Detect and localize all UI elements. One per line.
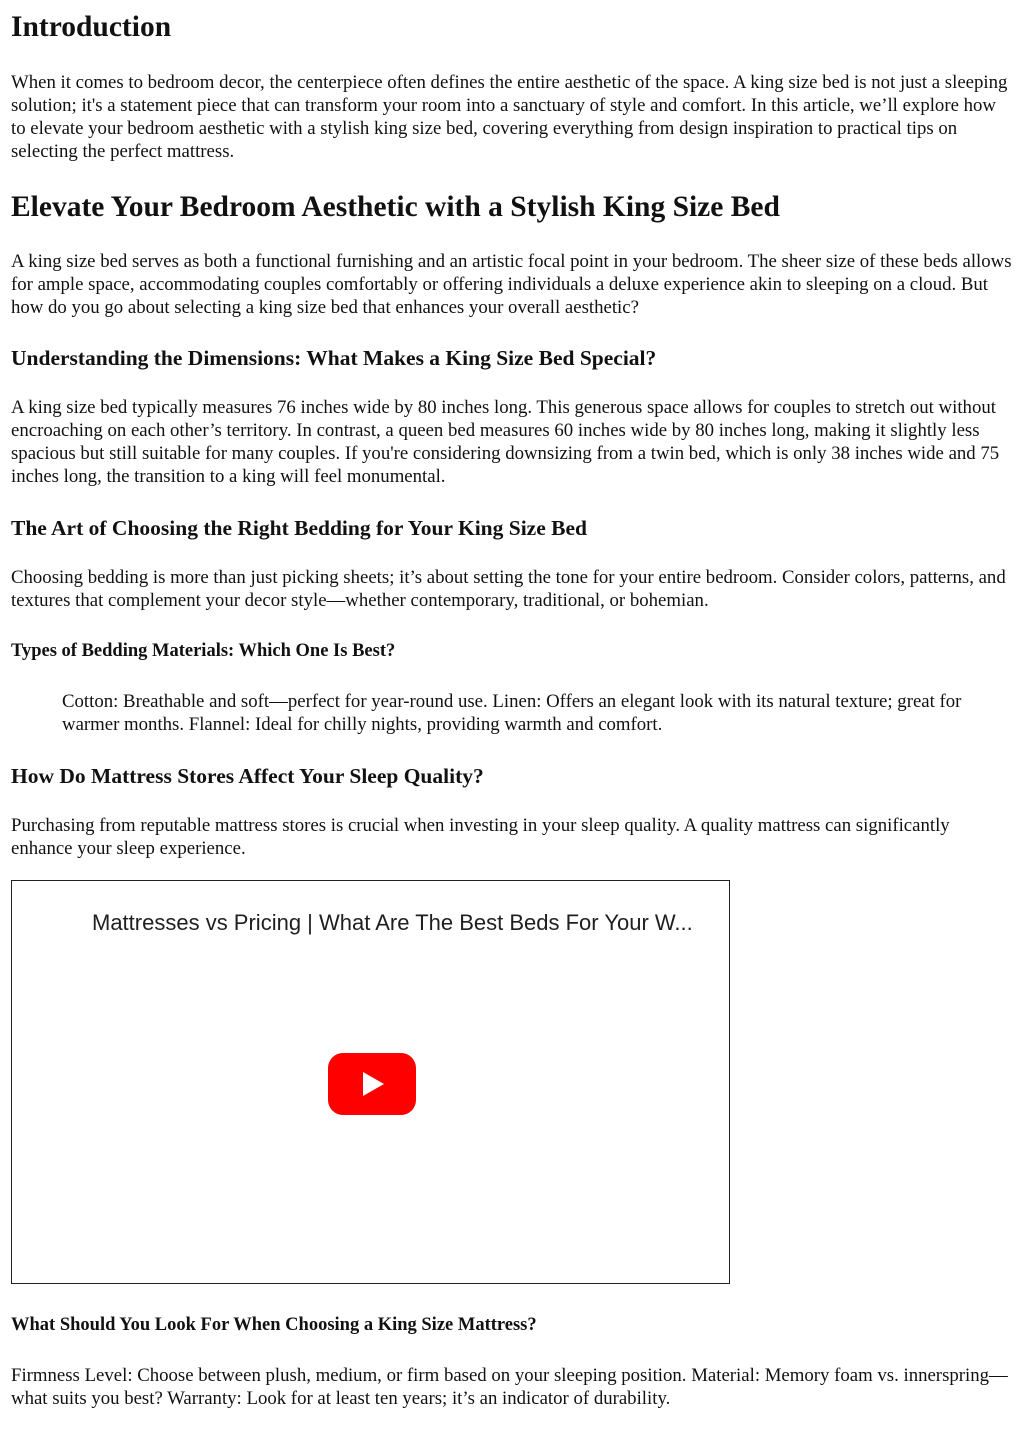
video-embed[interactable]: [11, 880, 730, 1284]
mattress-paragraph: Firmness Level: Choose between plush, medium, or firm based on your sleeping position. Material: Memory foam vs. innerspring—what suits you best? Warranty: Look for at least ten years; it’s an indicator of durability.: [11, 1365, 1008, 1409]
intro-heading: Introduction: [11, 11, 172, 43]
main-paragraph: A king size bed serves as both a functional furnishing and an artistic focal point in your bedroom. The sheer size of these beds allows for ample space, accommodating couples comfortably or offering individuals a deluxe experience akin to sleeping on a cloud. But how do you go about selecting a king size bed that enhances your overall aesthetic?: [11, 251, 1012, 318]
dimensions-paragraph: A king size bed typically measures 76 inches wide by 80 inches long. This generous space allows for couples to stretch out without encroaching on each other’s territory. In contrast, a queen bed measures 60 inches wide by 80 inches long, making it slightly less spacious but still suitable for many couples. If you're considering downsizing from a twin bed, which is only 38 inches wide and 75 inches long, the transition to a king will feel monumental.: [11, 397, 1000, 487]
main-heading: Elevate Your Bedroom Aesthetic with a Stylish King Size Bed: [11, 191, 780, 223]
play-icon[interactable]: [328, 1053, 416, 1115]
stores-paragraph: Purchasing from reputable mattress stores is crucial when investing in your sleep quality. A quality mattress can significantly enhance your sleep experience.: [11, 815, 950, 859]
dimensions-heading: Understanding the Dimensions: What Makes a King Size Bed Special?: [11, 346, 657, 370]
materials-blockquote: Cotton: Breathable and soft—perfect for year-round use. Linen: Offers an elegant look with its natural texture; great for warmer months. Flannel: Ideal for chilly nights, providing warmth and comfort.: [62, 691, 962, 735]
materials-heading: Types of Bedding Materials: Which One Is Best?: [11, 641, 396, 661]
intro-paragraph: When it comes to bedroom decor, the centerpiece often defines the entire aesthetic of the space. A king size bed is not just a sleeping solution; it's a statement piece that can transform your room into a sanctuary of style and comfort. In this article, we’ll explore how to elevate your bedroom aesthetic with a stylish king size bed, covering everything from design inspiration to practical tips on selecting the perfect mattress.: [11, 72, 1008, 162]
bedding-paragraph: Choosing bedding is more than just picking sheets; it’s about setting the tone for your entire bedroom. Consider colors, patterns, and textures that complement your decor style—whether contemporary, traditional, or bohemian.: [11, 567, 1006, 611]
stores-heading: How Do Mattress Stores Affect Your Sleep Quality?: [11, 764, 484, 788]
video-title[interactable]: Mattresses vs Pricing | What Are The Best Beds For Your W...: [92, 910, 693, 935]
bedding-heading: The Art of Choosing the Right Bedding for Your King Size Bed: [11, 516, 587, 540]
play-button[interactable]: [328, 1053, 416, 1115]
mattress-heading: What Should You Look For When Choosing a King Size Mattress?: [11, 1315, 537, 1335]
